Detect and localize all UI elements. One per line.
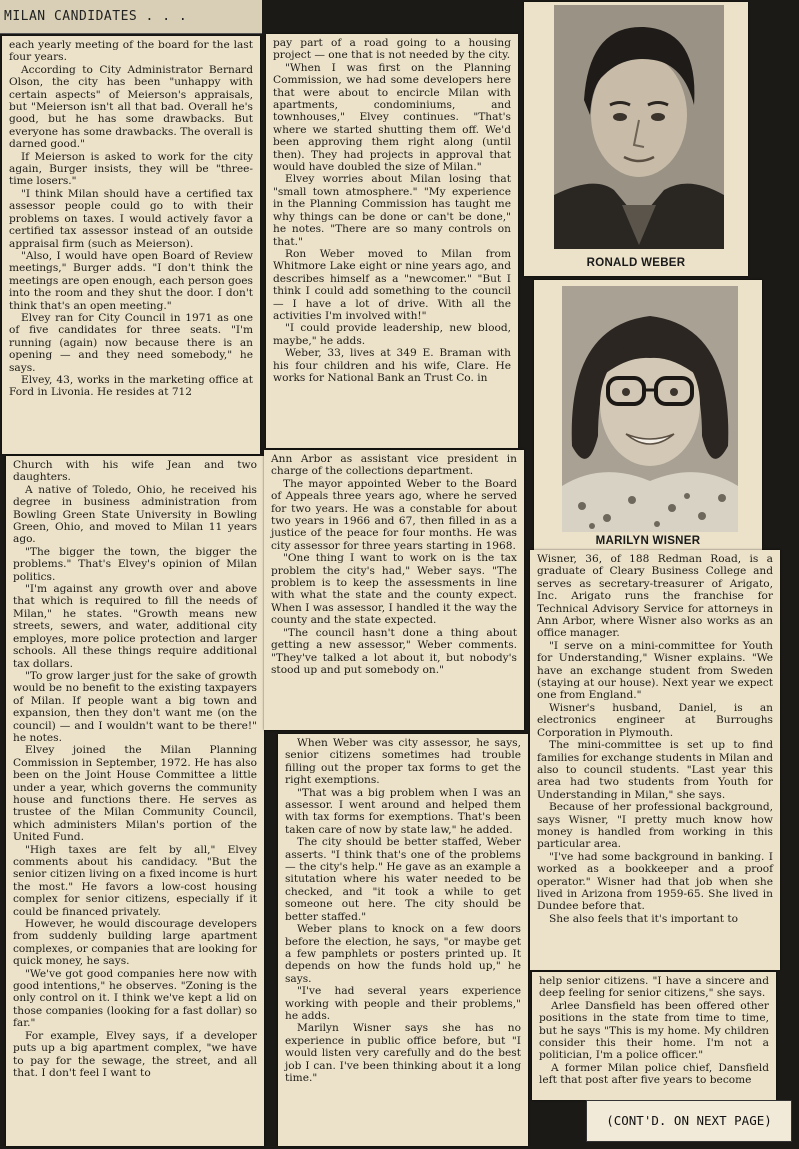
paragraph: The city should be better staffed, Weber asserts. "I think that's one of the problems — the city's help." He gave as an example a situtation where his water needed to be checked, and "it took a while to get someone out here. The city should be better staffed." [285,836,521,923]
paragraph: Church with his wife Jean and two daughters. [13,459,257,484]
paragraph: "I'm against any growth over and above that which is required to fill the needs of Milan," he states. "Growth means new streets, sewers, and water, additional city employes, more police protection and larger schools. All these things require additional tax dollars. [13,583,257,670]
paragraph: Arlee Dansfield has been offered other positions in the state from time to time, but he says "This is my home. My children consider this their home. I'm not a politician, I'm a police officer." [539,999,769,1062]
clipping-col3-bottom [532,972,776,1100]
paragraph: Because of her professional background, says Wisner, "I pretty much know how money is handled from working in this particular area. [537,801,773,851]
clipping-col3-top [530,550,780,970]
paragraph: If Meierson is asked to work for the city again, Burger insists, they will be "three-time losers." [9,150,253,188]
photo-caption-weber: RONALD WEBER [586,257,686,269]
paragraph: Wisner, 36, of 188 Redman Road, is a graduate of Cleary Business College and serves as secretary-treasurer of Arigato, Inc. Arigato runs the franchise for Technical Advisory Service for attorneys in Ann Arbor, where Wisner also works as an office manager. [537,553,773,640]
paragraph: "That was a big problem when I was an assessor. I went around and helped them with tax forms for exemptions. That's been taken care of now by state law," he added. [285,786,521,836]
portrait-wisner-image [562,286,738,532]
article-text [6,456,264,1079]
portrait-photo-wisner [562,286,738,532]
paragraph: Weber, 33, lives at 349 E. Braman with his four children and his wife, Clare. He works for National Bank an Trust Co. in [273,347,511,384]
portrait-weber-image [554,5,724,249]
paragraph: For example, Elvey says, if a developer puts up a big apartment complex, "we have to pay for the sewage, the street, and all that. I don't feel I want to [13,1029,257,1079]
paragraph: "I think Milan should have a certified tax assessor people could go to with their problems on taxes. I would actively favor a certified tax assessor instead of an outside appraisal firm (such as Meierson). [9,187,253,250]
article-text [266,34,518,384]
paragraph: "High taxes are felt by all," Elvey comments about his candidacy. "But the senior citizen living on a fixed income is hurt the most." He favors a low-cost housing complex for senior citizens, especially if it could be financed privately. [13,843,257,918]
paragraph: "The bigger the town, the bigger the problems." That's Elvey's opinion of Milan politics. [13,545,257,583]
clipping-col1-bottom [6,456,264,1146]
header-title: MILAN CANDIDATES . . . [4,9,188,24]
paragraph: "I've had several years experience working with people and their problems," he adds. [285,985,521,1022]
continued-label [586,1100,792,1142]
paragraph: Elvey, 43, works in the marketing office at Ford in Livonia. He resides at 712 [9,373,253,399]
paragraph: "When I was first on the Planning Commission, we had some developers here that were about to encircle Milan with apartments, condominiums, and townhouses," Elvey continues. "That's where we started shutting them off. We'd been approving them right along (until then). They had projects in approval that would have doubled the size of Milan." [273,61,511,174]
portrait-photo-weber [554,5,724,249]
paragraph: Elvey worries about Milan losing that "small town atmosphere." "My experience in the Planning Commission has taught me why things can be done or can't be done," he notes. "There are so many controls on that." [273,173,511,248]
paragraph: Marilyn Wisner says she has no experience in public office before, but "I would listen very carefully and do the best job I can. I've been thinking about it a long time." [285,1022,521,1084]
paragraph: help senior citizens. "I have a sincere and deep feeling for senior citizens," she says. [539,975,769,1000]
paragraph: each yearly meeting of the board for the last four years. [9,39,253,64]
paragraph: "Also, I would have open Board of Review meetings," Burger adds. "I don't think the meetings are open enough, each person goes into the room and they shut the door. I don't think that's an open meeting." [9,249,253,312]
paragraph: The mayor appointed Weber to the Board of Appeals three years ago, where he served for two years. He was a constable for about two years in 1966 and 67, then filled in as a justice of the peace for four months. He was city assessor for three years starting in 1968. [271,477,517,552]
article-text [264,450,524,676]
paragraph: Elvey joined the Milan Planning Commission in September, 1972. He has also been on the Joint House Committee a little under a year, which governs the community house and functions there. He serves as trustee of the Milan Community Council, which administers Milan's portion of the United Fund. [13,744,257,844]
clipping-col2-top [266,34,518,448]
section-header [0,0,262,34]
paragraph: A former Milan police chief, Dansfield left that post after five years to become [539,1061,769,1087]
photo-wisner-clipping [534,280,762,550]
article-text [530,550,780,925]
continued-text: (CONT'D. ON NEXT PAGE) [606,1113,772,1128]
clipping-col1-top [2,36,260,454]
paragraph: A native of Toledo, Ohio, he received his degree in business administration from Bowling Green State University in Bowling Green, Ohio, and moved to Milan 11 years ago. [13,483,257,546]
paragraph: Ron Weber moved to Milan from Whitmore Lake eight or nine years ago, and describes himself as a "newcomer." "But I think I could add something to the council — I have a lot of drive. With all the activities I'm involved with!" [273,247,511,322]
paragraph: "The council hasn't done a thing about getting a new assessor," Weber comments. "They've talked a lot about it, but nobody's stood up and put somebody on." [271,626,517,676]
paragraph: "One thing I want to work on is the tax problem the city's had," Weber says. "The problem is to keep the assessments in line with what the state and the county expect. When I was assessor, I handled it the way the county and the state expected. [271,552,517,627]
article-text [278,734,528,1084]
paragraph: "I serve on a mini-committee for Youth for Understanding," Wisner explains. "We have an exchange student from Sweden (staying at our house). Next year we expect one from England." [537,639,773,702]
paragraph: Ann Arbor as assistant vice president in charge of the collections department. [271,453,517,478]
article-text [532,972,776,1087]
paragraph: "I've had some background in banking. I worked as a bookkeeper and a proof operator." Wisner had that job when she lived in Arizona from 1959-65. She lived in Dundee before that. [537,850,773,913]
paragraph: "I could provide leadership, new blood, maybe," he adds. [273,322,511,347]
paragraph: However, he would discourage developers from suddenly building large apartment complexes, or companies that are looking for quick money, he says. [13,918,257,968]
photo-caption-wisner: MARILYN WISNER [595,535,701,547]
clipping-col2-middle [264,450,524,730]
paragraph: Weber plans to knock on a few doors before the election, he says, "or maybe get a few pamphlets or posters printed up. It depends on how the funds hold up," he says. [285,923,521,985]
paragraph: When Weber was city assessor, he says, senior citizens sometimes had trouble filling out the proper tax forms to get the right exemptions. [285,737,521,787]
paragraph: "We've got good companies here now with good intentions," he observes. "Zoning is the only control on it. I think we've kept a lid on those companies (looking for a fast dollar) so far." [13,967,257,1030]
article-text [2,36,260,399]
clipping-col2-bottom [278,734,528,1146]
paragraph: Wisner's husband, Daniel, is an electronics engineer at Burroughs Corporation in Plymouth. [537,701,773,739]
photo-weber-clipping [524,2,748,276]
paragraph: pay part of a road going to a housing project — one that is not needed by the city. [273,37,511,62]
paragraph: According to City Administrator Bernard Olson, the city has been "unhappy with certain aspects" of Meierson's appraisals, but "Meierson isn't all that bad. Overall he's good, but he has some drawbacks. But everyone has some drawbacks. The overall is darned good." [9,63,253,151]
paragraph: Elvey ran for City Council in 1971 as one of five candidates for three seats. "I'm running (again) now because there is an opening — and they need somebody," he says. [9,311,253,374]
paragraph: "To grow larger just for the sake of growth would be no benefit to the existing taxpayers of Milan. If people want a big town and expansion, then they don't want me (on the council) — and I wouldn't want to be there!" he notes. [13,669,257,744]
paragraph: She also feels that it's important to [549,912,738,925]
paragraph: The mini-committee is set up to find families for exchange students in Milan and also to council students. "Last year this area had two students from Youth for Understanding in Milan," she says. [537,739,773,801]
